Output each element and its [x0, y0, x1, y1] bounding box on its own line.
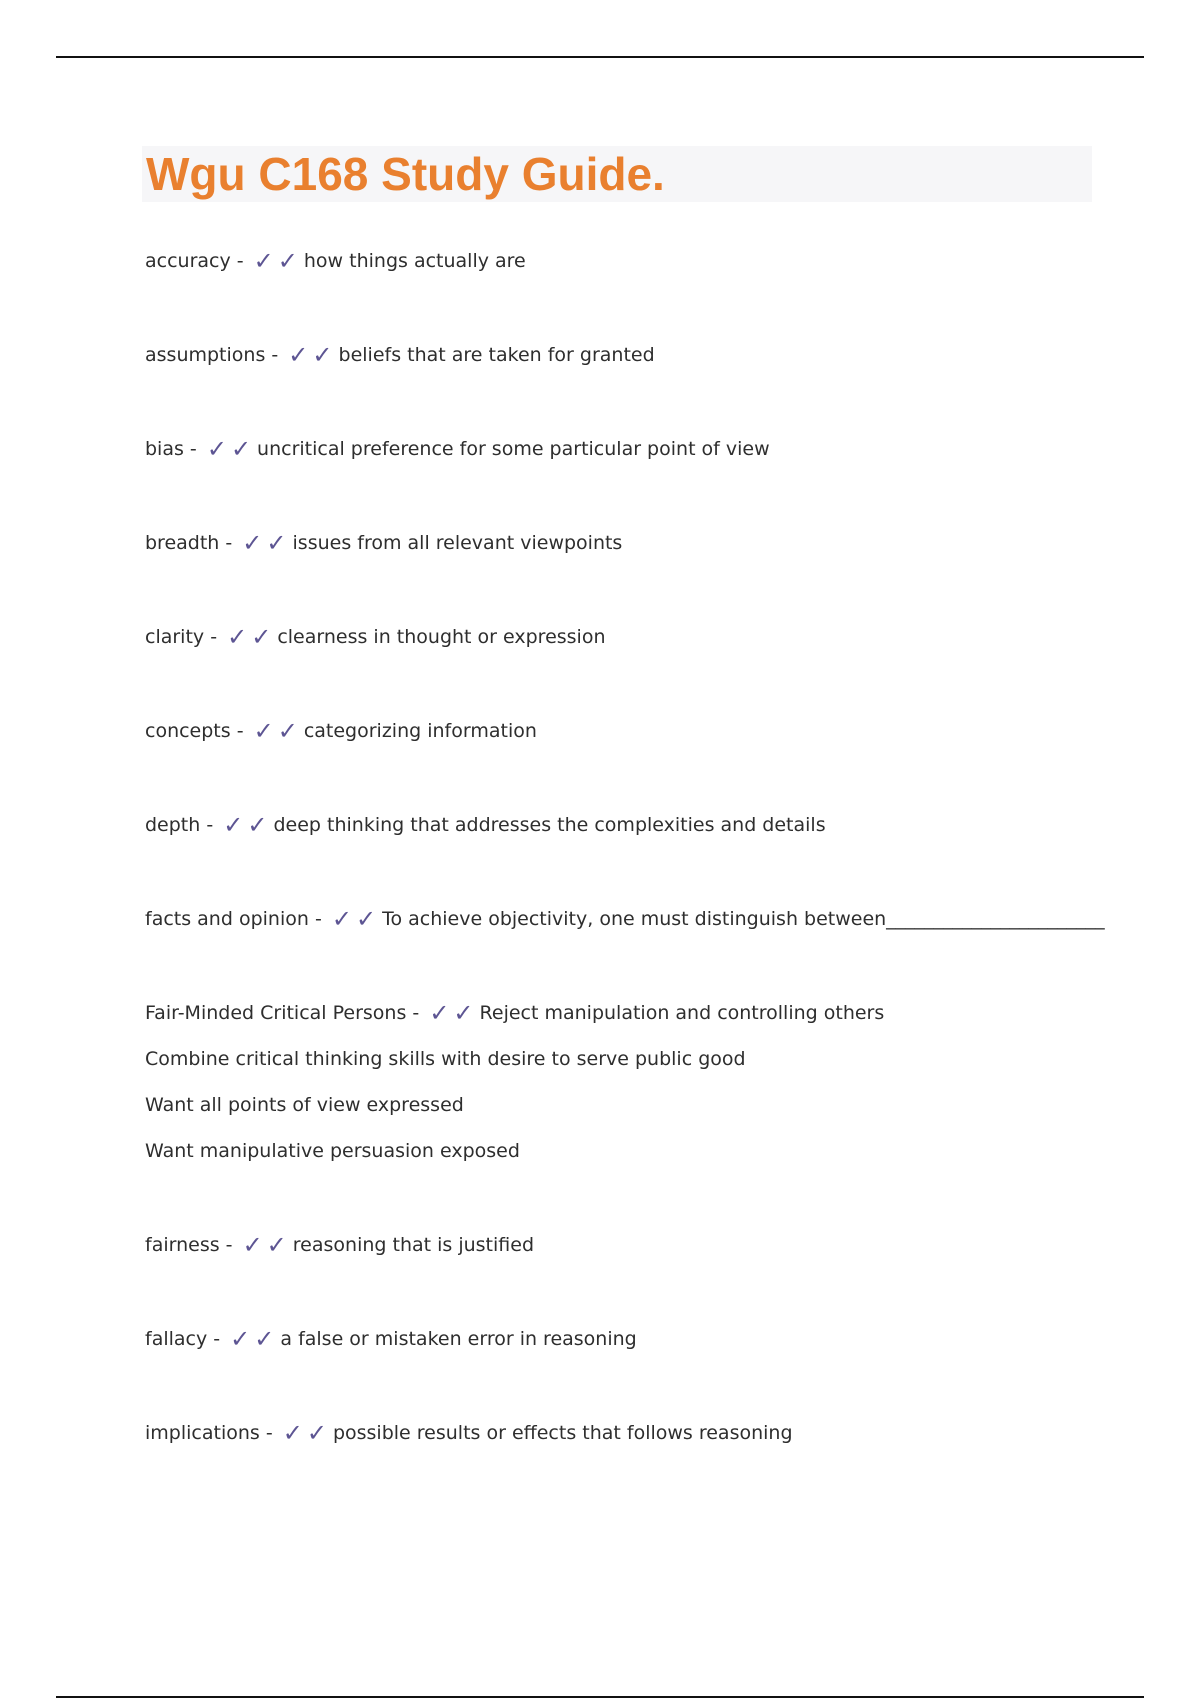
entry-definition: Reject manipulation and controlling others: [479, 1002, 885, 1024]
double-check-icon: ✓✓: [242, 529, 291, 557]
top-rule: [56, 56, 1144, 58]
entry-term: concepts -: [145, 720, 244, 742]
entry-continuation-line: Want all points of view expressed: [145, 1094, 464, 1116]
entry-definition: categorizing information: [303, 720, 537, 742]
entry-term: fairness -: [145, 1234, 233, 1256]
entry-term: facts and opinion -: [145, 908, 322, 930]
entry-definition: To achieve objectivity, one must distinguish between_______________________: [382, 908, 1105, 930]
entry-term: depth -: [145, 814, 214, 836]
double-check-icon: ✓✓: [331, 905, 381, 933]
entry-definition: reasoning that is justified: [292, 1234, 535, 1256]
bottom-rule: [56, 1696, 1144, 1698]
double-check-icon: ✓✓: [429, 999, 478, 1027]
entry-term: Fair-Minded Critical Persons -: [145, 1002, 420, 1024]
entry-breadth: [145, 525, 1145, 561]
entry-term: assumptions -: [145, 344, 279, 366]
double-check-icon: ✓✓: [242, 1231, 291, 1259]
entry-bias: [145, 431, 1145, 467]
entry-definition: beliefs that are taken for granted: [338, 344, 655, 366]
entry-concepts: [145, 713, 1145, 749]
entry-assumptions: [145, 337, 1145, 373]
double-check-icon: ✓✓: [288, 341, 337, 369]
entry-accuracy: [145, 243, 1145, 279]
entry-term: bias -: [145, 438, 197, 460]
entry-term: breadth -: [145, 532, 233, 554]
entry-definition: clearness in thought or expression: [277, 626, 606, 648]
double-check-icon: ✓✓: [230, 1325, 279, 1353]
entry-implications: [145, 1415, 1145, 1451]
entry-definition: deep thinking that addresses the complexities and details: [273, 814, 826, 836]
double-check-icon: ✓✓: [223, 811, 272, 839]
entry-definition: issues from all relevant viewpoints: [292, 532, 623, 554]
entry-clarity: [145, 619, 1145, 655]
study-guide-entries: [145, 243, 1145, 1451]
entry-continuation-line: Want manipulative persuasion exposed: [145, 1140, 520, 1162]
entry-definition: a false or mistaken error in reasoning: [280, 1328, 637, 1350]
entry-depth: [145, 807, 1145, 843]
double-check-icon: ✓✓: [206, 435, 256, 463]
entry-definition: how things actually are: [303, 250, 526, 272]
entry-fair-minded-critical-persons: [145, 995, 1145, 1031]
double-check-icon: ✓✓: [282, 1419, 331, 1447]
entry-fairness: [145, 1227, 1145, 1263]
entry-term: implications -: [145, 1422, 273, 1444]
entry-continuation-line: Combine critical thinking skills with desire to serve public good: [145, 1048, 746, 1070]
double-check-icon: ✓✓: [253, 247, 302, 275]
document-title: Wgu C168 Study Guide.: [146, 148, 665, 200]
entry-term: accuracy -: [145, 250, 244, 272]
double-check-icon: ✓✓: [227, 623, 276, 651]
entry-term: fallacy -: [145, 1328, 221, 1350]
double-check-icon: ✓✓: [253, 717, 302, 745]
entry-fallacy: [145, 1321, 1145, 1357]
entry-definition: possible results or effects that follows reasoning: [332, 1422, 793, 1444]
entry-term: clarity -: [145, 626, 218, 648]
entry-definition: uncritical preference for some particular point of view: [257, 438, 770, 460]
entry-facts-and-opinion: [145, 901, 1145, 937]
